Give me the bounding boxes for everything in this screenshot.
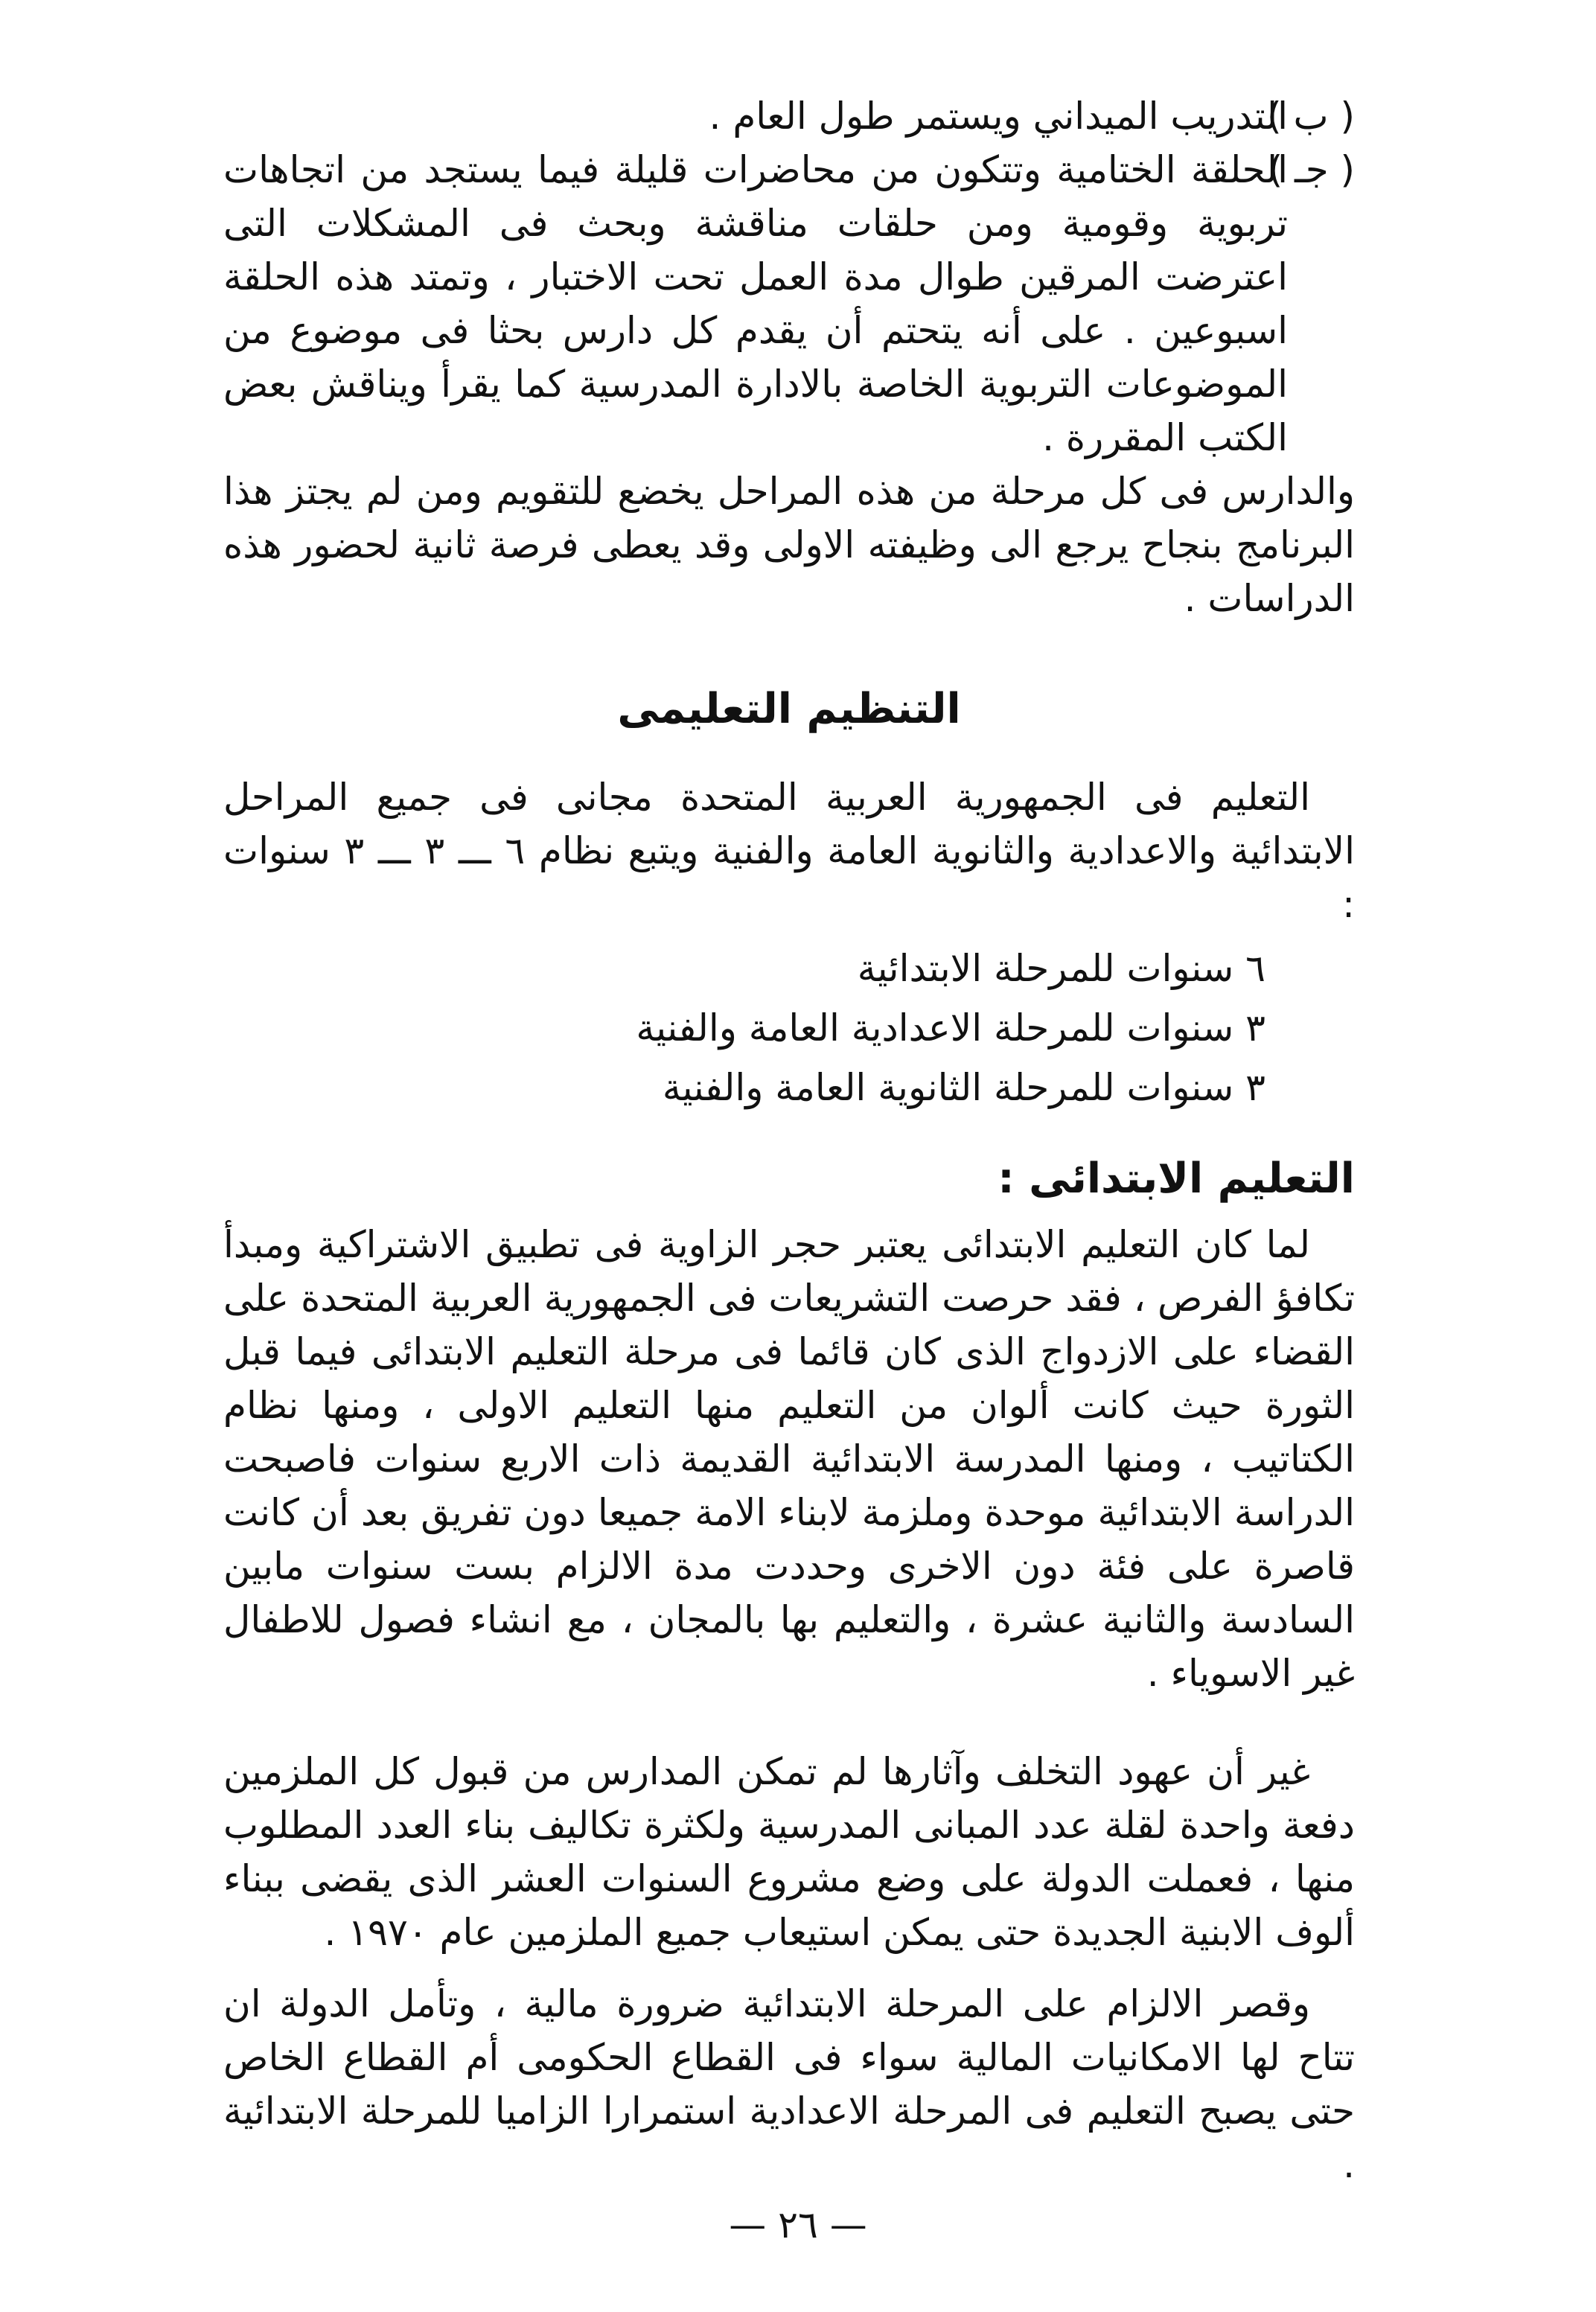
paragraph-evaluation: والدارس فى كل مرحلة من هذه المراحل يخضع للتقويم ومن لم يجتز هذا البرنامج بنجاح يرجع الى وظيفته الاولى وقد يعطى فرصة ثانية لحضور هذه الدراسات .: [223, 470, 1355, 620]
paragraph-primary-2: غير أن عهود التخلف وآثارها لم تمكن المدارس من قبول كل الملزمين دفعة واحدة لقلة عدد المبانى المدرسية ولكثرة تكاليف بناء العدد المطلوب منها ، فعملت الدولة على وضع مشروع السنوات العشر الذى يقضى ببناء ألوف الابنية الجديدة حتى يمكن استيعاب جميع الملزمين عام ١٩٧٠ .: [223, 1750, 1355, 1954]
subsection-title: التعليم الابتدائى :: [998, 1155, 1355, 1203]
list-item: ٣ سنوات للمرحلة الاعدادية العامة والفنية: [636, 1006, 1265, 1050]
education-system-list: [223, 939, 1355, 1117]
page-number: — ٢٦ —: [729, 2203, 867, 2246]
paragraph-free-education: التعليم فى الجمهورية العربية المتحدة مجانى فى جميع المراحل الابتدائية والاعدادية والثانوية العامة والفنية ويتبع نظام ٦ ـــ ٣ ـــ ٣ سنوات :: [223, 776, 1356, 926]
document-page: [223, 89, 1355, 2191]
section-title: التنظيم التعليمى: [617, 685, 961, 733]
item-marker: ( ب ): [1267, 95, 1355, 138]
list-item: ٦ سنوات للمرحلة الابتدائية: [857, 947, 1265, 990]
paragraph-primary-1: لما كان التعليم الابتدائى يعتبر حجر الزاوية فى تطبيق الاشتراكية ومبدأ تكافؤ الفرص ، فقد حرصت التشريعات فى الجمهورية العربية المتحدة على القضاء على الازدواج الذى كان قائما فى مرحلة التعليم الابتدائى فيما قبل الثورة حيث كانت ألوان من التعليم منها التعليم الاولى ، ومنها نظام الكتاتيب ، ومنها المدرسة الابتدائية القديمة ذات الاربع سنوات فاصبحت الدراسة الابتدائية موحدة وملزمة لابناء الامة جميعا دون تفريق بعد أن كانت قاصرة على فئة دون الاخرى وحددت مدة الالزام بست سنوات مابين السادسة والثانية عشرة ، والتعليم بها بالمجان ، مع انشاء فصول للاطفال غير الاسوياء .: [223, 1223, 1355, 1695]
paragraph-primary-3: وقصر الالزام على المرحلة الابتدائية ضرورة مالية ، وتأمل الدولة ان تتاح لها الامكانيات المالية سواء فى القطاع الحكومى أم القطاع الخاص حتى يصبح التعليم فى المرحلة الاعدادية استمرارا الزاميا للمرحلة الابتدائية .: [223, 1982, 1355, 2186]
list-item-b: [223, 89, 1355, 143]
paragraph-gap: [223, 1700, 1355, 1745]
list-item: ٣ سنوات للمرحلة الثانوية العامة والفنية: [662, 1066, 1265, 1109]
list-item-j: [223, 143, 1355, 464]
item-marker: ( جـ ): [1268, 148, 1355, 191]
item-text: الحلقة الختامية وتتكون من محاضرات قليلة فيما يستجد من اتجاهات تربوية وقومية ومن حلقات مناقشة وبحث فى المشكلات التى اعترضت المرقين طوال مدة العمل تحت الاختبار ، وتمتد هذه الحلقة اسبوعين . على أنه يتحتم أن يقدم كل دارس بحثا فى موضوع من الموضوعات التربوية الخاصة بالادارة المدرسية كما يقرأ ويناقش بعض الكتب المقررة .: [223, 148, 1288, 459]
item-text: التدريب الميداني ويستمر طول العام .: [709, 95, 1288, 138]
paragraph-gap: [223, 1959, 1355, 1977]
